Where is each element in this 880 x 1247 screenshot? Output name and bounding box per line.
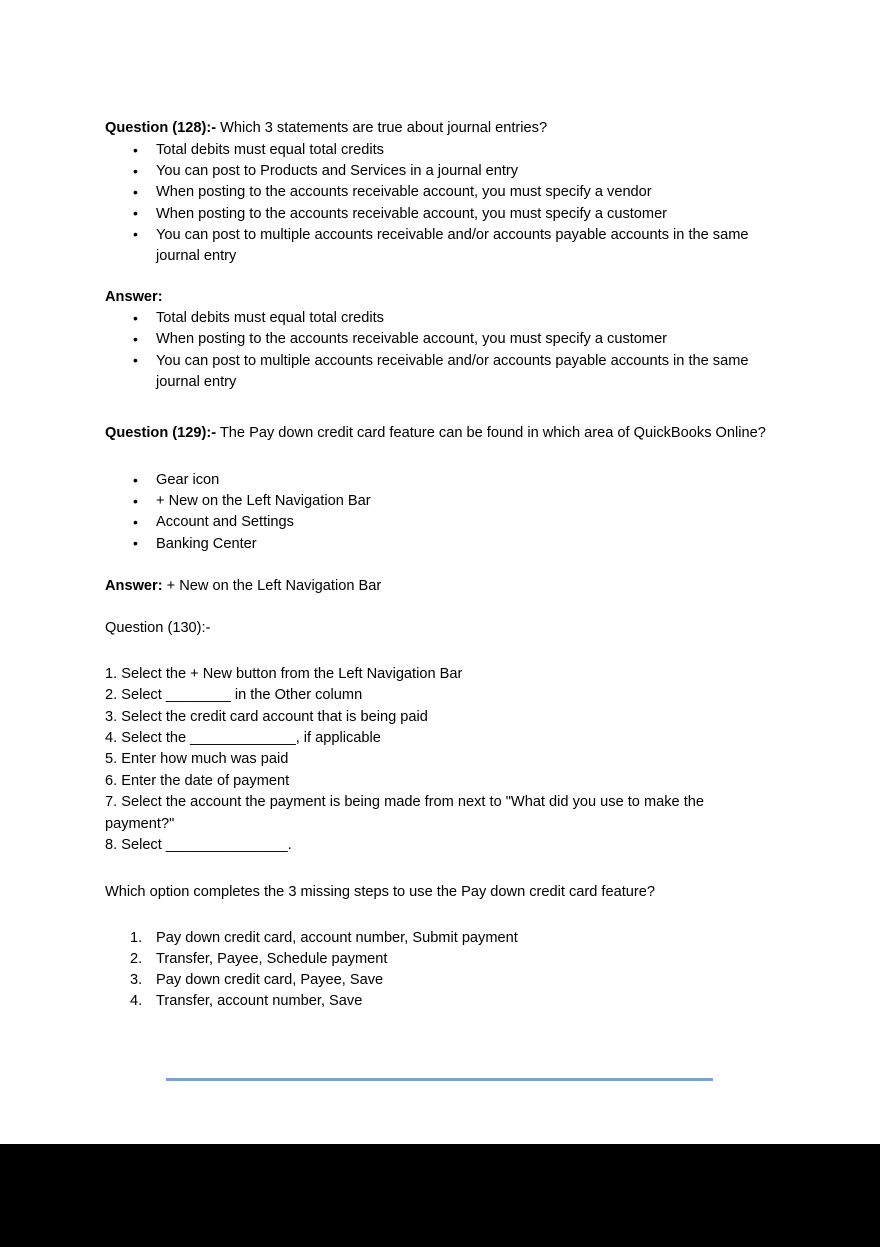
question-129-heading [105, 423, 767, 444]
list-item: 1. Select the + New button from the Left Navigation Bar [105, 665, 463, 682]
section-divider-wrap [0, 1078, 880, 1084]
list-item[interactable]: • You can post to Products and Services in a journal entry [105, 161, 767, 182]
list-item: 3. Select the credit card account that is being paid [105, 708, 428, 725]
list-item: 6. Enter the date of payment [105, 772, 290, 789]
question-128-label: Question (128):- [105, 120, 217, 136]
list-item[interactable]: • Banking Center [105, 534, 767, 555]
question-130-prompt: Which option completes the 3 missing steps to use the Pay down credit card feature? [105, 883, 655, 900]
list-item: • When posting to the accounts receivable account, you must specify a customer [105, 329, 767, 350]
list-item[interactable]: Pay down credit card, Payee, Save [156, 971, 384, 988]
list-item[interactable]: • Total debits must equal total credits [105, 140, 767, 161]
list-item: 8. Select _______________. [105, 837, 292, 854]
question-128-heading [105, 118, 767, 139]
answer-129-block [105, 576, 767, 597]
spacer [105, 639, 767, 664]
question-130-options [105, 928, 767, 1013]
question-130-heading [105, 618, 767, 639]
footer-band [0, 1144, 880, 1247]
list-item[interactable]: • You can post to multiple accounts receivable and/or accounts payable accounts in the same journal entry [105, 225, 767, 267]
answer-129-text: + New on the Left Navigation Bar [166, 577, 382, 594]
section-divider [166, 1078, 713, 1081]
list-item: 2. Select ________ in the Other column [105, 687, 363, 704]
question-129-label: Question (129):- [105, 425, 217, 442]
list-item[interactable]: Transfer, Payee, Schedule payment [156, 950, 388, 967]
list-item: • You can post to multiple accounts receivable and/or accounts payable accounts in the same journal entry [105, 351, 767, 393]
list-item[interactable]: Transfer, account number, Save [156, 993, 363, 1010]
answer-128-label: Answer: [105, 289, 163, 306]
list-item[interactable]: Pay down credit card, account number, Submit payment [156, 929, 518, 946]
spacer [105, 903, 767, 928]
spacer [105, 445, 767, 470]
question-130-label: Question (130):- [105, 619, 211, 636]
question-128-prompt: Which 3 statements are true about journal entries? [220, 120, 548, 136]
answer-128-block [105, 287, 767, 393]
list-item[interactable]: • When posting to the accounts receivable account, you must specify a vendor [105, 182, 767, 203]
answer-128-items [105, 308, 767, 393]
document-content [105, 118, 767, 1012]
question-128-block [105, 118, 767, 267]
list-item[interactable]: • Account and Settings [105, 512, 767, 533]
list-item: 7. Select the account the payment is being made from next to "What did you use to make the payment?" [105, 794, 704, 832]
question-129-prompt: The Pay down credit card feature can be found in which area of QuickBooks Online? [219, 425, 766, 442]
question-128-options [105, 140, 767, 267]
list-item: 5. Enter how much was paid [105, 751, 289, 768]
question-129-block [105, 423, 767, 555]
answer-129-label: Answer: [105, 577, 163, 594]
list-item: 4. Select the _____________, if applicable [105, 730, 381, 747]
question-130-steps [105, 664, 767, 857]
list-item: • Total debits must equal total credits [105, 308, 767, 329]
spacer [105, 857, 767, 882]
list-item[interactable]: • When posting to the accounts receivable account, you must specify a customer [105, 204, 767, 225]
question-129-options [105, 470, 767, 555]
list-item[interactable]: • Gear icon [105, 470, 767, 491]
list-item[interactable]: • + New on the Left Navigation Bar [105, 491, 767, 512]
